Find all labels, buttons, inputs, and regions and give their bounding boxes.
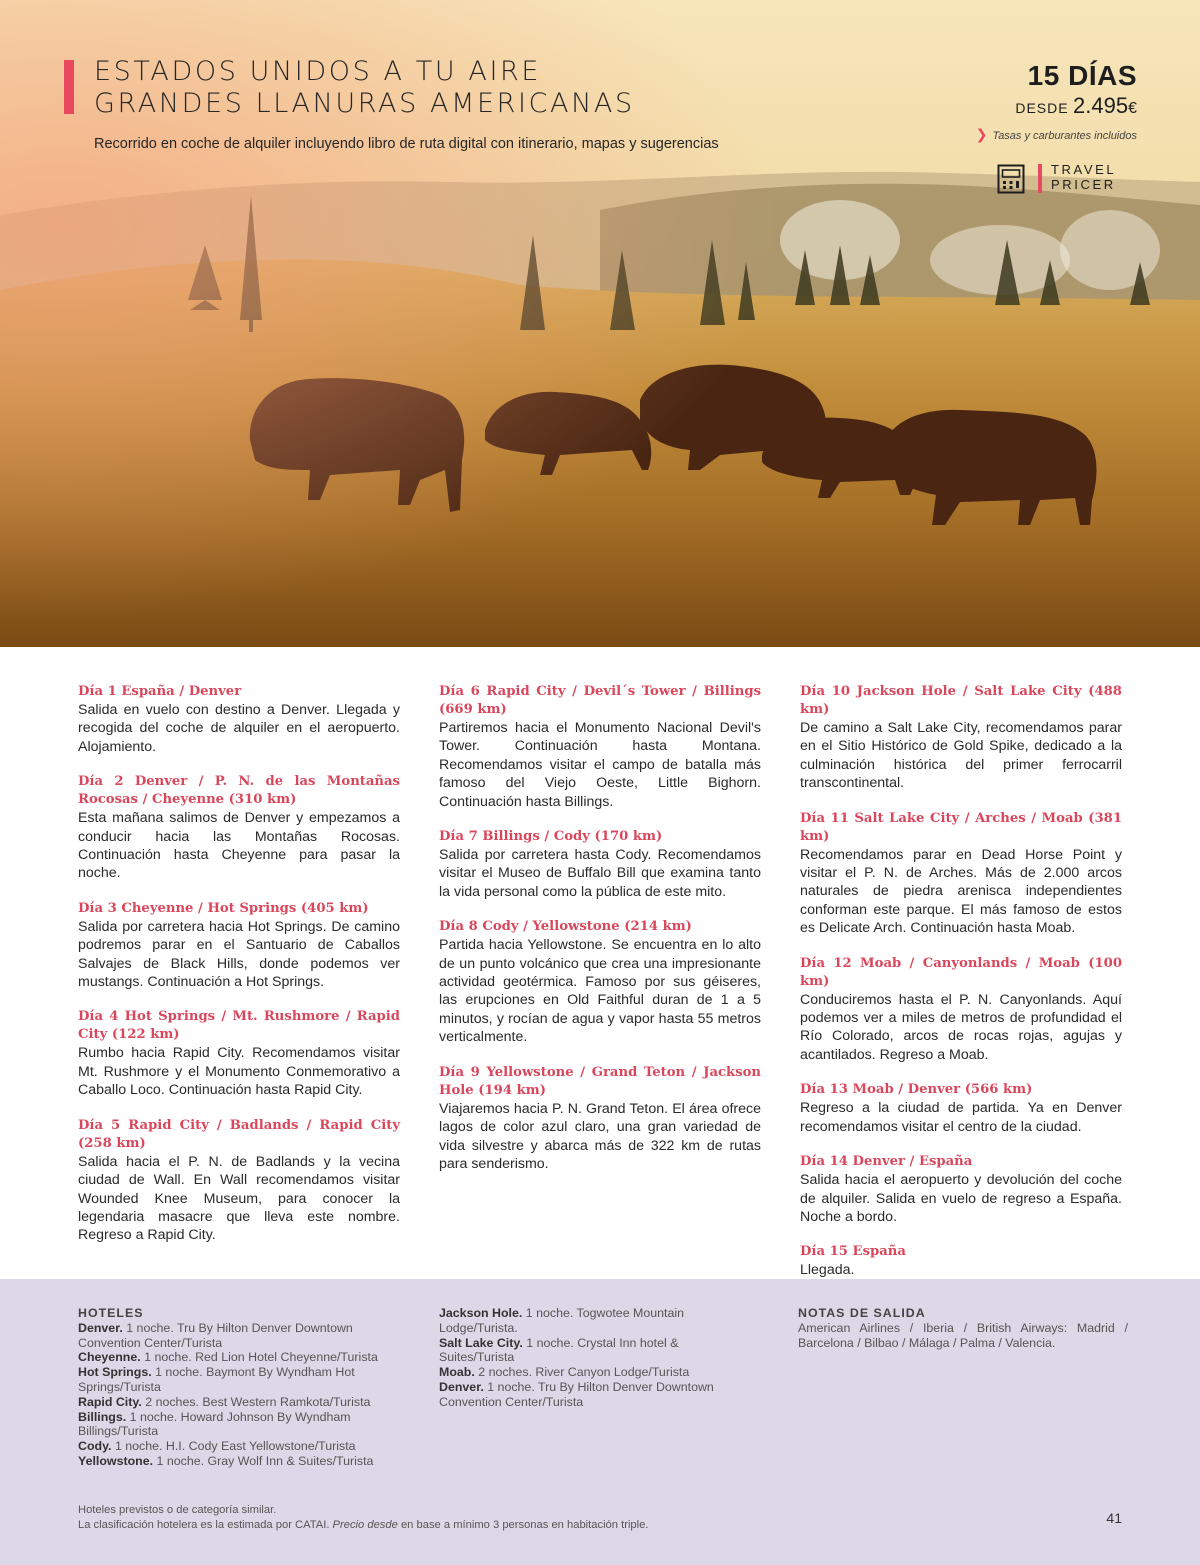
taxes-note — [976, 126, 1137, 143]
hotel-item — [439, 1306, 749, 1336]
departure-notes-heading: NOTAS DE SALIDA — [798, 1306, 926, 1320]
hero-image — [0, 0, 1200, 647]
hotel-item — [78, 1439, 388, 1454]
day-description: Salida hacia el aeropuerto y devolución del coche de alquiler. Salida en vuelo de regreso a España. Noche a bordo. — [800, 1172, 1122, 1225]
day-entry — [78, 1117, 400, 1245]
hotel-city: Moab. — [439, 1365, 475, 1380]
day-heading: Día 3 Cheyenne / Hot Springs (405 km) — [78, 900, 369, 916]
hotel-detail: 1 noche. Baymont By Wyndham Hot Springs/Turista — [78, 1365, 355, 1394]
day-entry — [78, 773, 400, 883]
itinerary-column-2 — [439, 683, 761, 1190]
day-description: Salida por carretera hacia Hot Springs. De camino podremos parar en el Santuario de Caballos Salvajes de Black Hills, donde podemos ver mustangs. Continuación a Hot Springs. — [78, 918, 400, 991]
taxes-note-text: Tasas y carburantes incluidos — [992, 130, 1137, 142]
day-description: Llegada. — [800, 1262, 855, 1279]
day-heading: Día 8 Cody / Yellowstone (214 km) — [439, 919, 692, 935]
footer-line-1: Hoteles previstos o de categoría similar. — [78, 1504, 277, 1516]
hotel-detail: 2 noches. Best Western Ramkota/Turista — [141, 1394, 371, 1409]
title-line-2: GRANDES LLANURAS AMERICANAS — [94, 88, 635, 119]
day-description: Esta mañana salimos de Denver y empezamos a conducir hacia las Montañas Rocosas. Continuación hasta Cheyenne para pasar la noche. — [78, 810, 400, 882]
hotel-city: Yellowstone. — [78, 1453, 154, 1468]
day-entry — [800, 955, 1122, 1065]
travel-pricer-line-1: TRAVEL — [1051, 162, 1117, 177]
footer-line-2 — [78, 1518, 648, 1533]
hotel-detail: 1 noche. Crystal Inn hotel & Suites/Turista — [439, 1335, 679, 1365]
calculator-icon — [997, 164, 1025, 194]
hotel-item — [78, 1365, 388, 1395]
page-subtitle: Recorrido en coche de alquiler incluyendo libro de ruta digital con itinerario, mapas y sugerencias — [94, 136, 719, 152]
day-heading: Día 10 Jackson Hole / Salt Lake City (488 km) — [800, 684, 1122, 717]
day-heading: Día 2 Denver / P. N. de las Montañas Rocosas / Cheyenne (310 km) — [78, 774, 400, 808]
day-heading: Día 5 Rapid City / Badlands / Rapid City (258 km) — [78, 1117, 400, 1151]
hotel-detail: 1 noche. Gray Wolf Inn & Suites/Turista — [153, 1453, 374, 1468]
day-description: Recomendamos parar en Dead Horse Point y visitar el P. N. de Arches. Más de 2.000 arcos naturales de piedra arenisca independientes conforman este parque. El más famoso de estos es Delicate Arch. Continuación hasta Moab. — [800, 846, 1122, 937]
day-heading: Día 11 Salt Lake City / Arches / Moab (381 km) — [800, 810, 1122, 844]
hotel-item — [78, 1395, 388, 1410]
day-entry — [78, 1008, 400, 1099]
info-panel — [0, 1279, 1200, 1565]
chevron-right-icon: ❯ — [975, 126, 988, 142]
day-entry — [439, 918, 761, 1046]
hotel-city: Denver. — [78, 1320, 123, 1335]
day-heading: Día 6 Rapid City / Devil´s Tower / Billings (669 km) — [439, 684, 761, 717]
hotel-item — [78, 1410, 388, 1440]
hotel-detail: 1 noche. H.I. Cody East Yellowstone/Turista — [111, 1439, 356, 1454]
price-amount: 2.495 — [1073, 93, 1129, 118]
itinerary-column-1 — [78, 683, 400, 1262]
day-heading: Día 13 Moab / Denver (566 km) — [800, 1082, 1033, 1098]
day-entry — [78, 683, 400, 756]
travel-pricer-badge — [1051, 162, 1116, 192]
hotel-city: Salt Lake City. — [439, 1335, 523, 1350]
footer-line-2-em: Precio desde — [332, 1519, 398, 1531]
day-entry — [800, 1081, 1122, 1136]
travel-pricer-line-2: PRICER — [1051, 177, 1116, 192]
footer-line-2-a: La clasificación hotelera es la estimada por CATAI. — [78, 1519, 333, 1531]
title-line-1: ESTADOS UNIDOS A TU AIRE — [94, 56, 542, 87]
day-heading: Día 9 Yellowstone / Grand Teton / Jackson Hole (194 km) — [439, 1064, 761, 1098]
hotel-detail: 1 noche. Red Lion Hotel Cheyenne/Turista — [140, 1350, 378, 1365]
hotel-detail: 1 noche. Tru By Hilton Denver Downtown Convention Center/Turista — [439, 1379, 714, 1409]
day-description: Salida por carretera hasta Cody. Recomendamos visitar el Museo de Buffalo Bill que examina tanto la vida personal como la pública de este mito. — [439, 847, 761, 900]
day-description: Regreso a la ciudad de partida. Ya en Denver recomendamos visitar el centro de la ciudad. — [800, 1100, 1122, 1135]
footer-notes — [78, 1503, 648, 1533]
day-entry — [800, 683, 1122, 793]
hotel-detail: 2 noches. River Canyon Lodge/Turista — [474, 1365, 690, 1380]
page-title — [94, 56, 635, 120]
hotel-item — [78, 1321, 388, 1351]
trip-duration: 15 DÍAS — [1027, 60, 1137, 91]
day-entry — [800, 810, 1122, 938]
departure-notes-text: American Airlines / Iberia / British Airways: Madrid / Barcelona / Bilbao / Málaga / Palma / Valencia. — [798, 1320, 1128, 1350]
day-entry — [439, 1064, 761, 1174]
hotel-item — [439, 1365, 749, 1380]
footer-line-2-b: en base a mínimo 3 personas en habitación triple. — [397, 1519, 649, 1531]
day-entry — [439, 683, 761, 811]
hotel-item — [439, 1380, 749, 1410]
departure-notes — [798, 1306, 1128, 1350]
day-heading: Día 1 España / Denver — [78, 684, 242, 699]
day-description: De camino a Salt Lake City, recomendamos parar en el Sitio Histórico de Gold Spike, dedicado a la culminación histórica del primer ferrocarril transcontinental. — [800, 720, 1122, 792]
hotel-detail: 1 noche. Togwotee Mountain Lodge/Turista. — [439, 1306, 684, 1335]
hotels-heading: HOTELES — [78, 1306, 144, 1320]
price-from-label: DESDE — [1015, 100, 1069, 116]
itinerary-column-3 — [800, 683, 1122, 1297]
hotel-city: Hot Springs. — [78, 1365, 152, 1380]
day-description: Salida en vuelo con destino a Denver. Llegada y recogida del coche de alquiler en el aeropuerto. Alojamiento. — [78, 702, 400, 755]
page-number: 41 — [1106, 1510, 1122, 1526]
day-heading: Día 7 Billings / Cody (170 km) — [439, 829, 663, 845]
day-heading: Día 4 Hot Springs / Mt. Rushmore / Rapid City (122 km) — [78, 1009, 400, 1043]
price — [1015, 93, 1137, 119]
hotels-column-2 — [439, 1306, 749, 1410]
day-description: Conduciremos hasta el P. N. Canyonlands. Aquí podemos ver a miles de metros de profundidad el Río Colorado, arcos de rocas rojas, agujas y acantilados. Regreso a Moab. — [800, 991, 1122, 1063]
hotel-city: Rapid City. — [78, 1394, 142, 1409]
price-currency: € — [1128, 100, 1137, 117]
day-description: Viajaremos hacia P. N. Grand Teton. El área ofrece lagos de color azul claro, una gran variedad de vida silvestre y abarca más de 322 km de rutas para senderismo. — [439, 1100, 761, 1172]
travel-pricer-accent-bar — [1038, 164, 1042, 193]
day-heading: Día 14 Denver / España — [800, 1154, 973, 1170]
hotel-city: Billings. — [78, 1409, 127, 1424]
title-accent-bar — [64, 60, 74, 114]
day-description: Rumbo hacia Rapid City. Recomendamos visitar Mt. Rushmore y el Monumento Conmemorativo a Caballo Loco. Continuación hasta Rapid City. — [78, 1045, 400, 1099]
hotels-column-1 — [78, 1306, 388, 1469]
hotel-item — [78, 1350, 388, 1365]
hotel-detail: 1 noche. Tru By Hilton Denver Downtown Convention Center/Turista — [78, 1320, 353, 1350]
hotel-item — [439, 1336, 749, 1366]
hotel-city: Jackson Hole. — [439, 1306, 523, 1320]
day-description: Partida hacia Yellowstone. Se encuentra en lo alto de un punto volcánico que crea una impresionante actividad geotérmica. Famoso por sus géiseres, las erupciones en Old Faithful duran de 1 a 5 minutos, y rocían de agua y vapor hasta 55 metros verticalmente. — [439, 937, 761, 1046]
day-description: Partiremos hacia el Monumento Nacional Devil's Tower. Continuación hasta Montana. Recomendamos visitar el campo de batalla más famoso del Viejo Oeste, Little Bighorn. Continuación hasta Billings. — [439, 720, 761, 810]
hotel-city: Cody. — [78, 1439, 112, 1454]
day-heading: Día 12 Moab / Canyonlands / Moab (100 km) — [800, 955, 1122, 989]
hotel-city: Denver. — [439, 1379, 484, 1394]
hotel-item — [78, 1454, 388, 1469]
day-entry — [800, 1153, 1122, 1226]
hotel-city: Cheyenne. — [78, 1350, 141, 1365]
day-entry — [439, 828, 761, 901]
day-description: Salida hacia el P. N. de Badlands y la vecina ciudad de Wall. En Wall recomendamos visitar Wounded Knee Museum, para conocer la legendaria masacre que lleva este nombre. Regreso a Rapid City. — [78, 1153, 400, 1244]
day-entry — [800, 1243, 1122, 1279]
day-heading: Día 15 España — [800, 1244, 906, 1260]
hotel-detail: 1 noche. Howard Johnson By Wyndham Billings/Turista — [78, 1409, 351, 1439]
day-entry — [78, 900, 400, 992]
